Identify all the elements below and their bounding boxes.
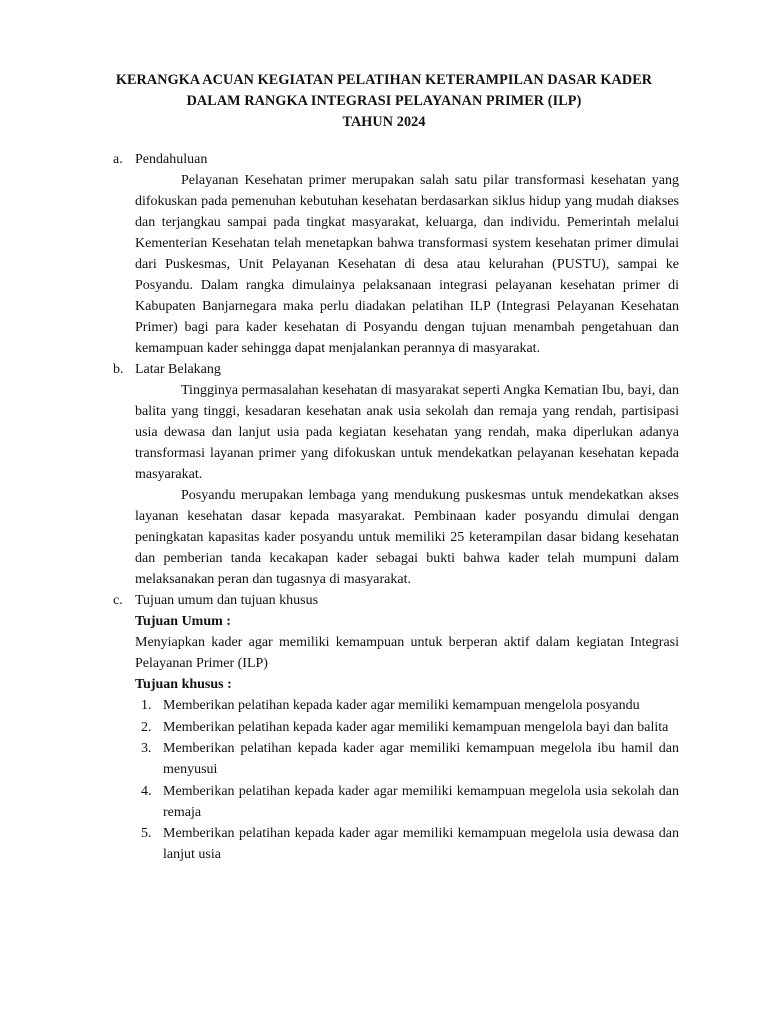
section-latar-belakang: [113, 359, 679, 590]
paragraph: Tingginya permasalahan kesehatan di masyarakat seperti Angka Kematian Ibu, bayi, dan balita yang tinggi, kesadaran kesehatan anak usia sekolah dan remaja yang rendah, partisipasi usia dewasa dan lanjut usia pada kegiatan kesehatan yang rendah, maka diperlukan adanya transformasi layanan primer yang difokuskan untuk mendekatkan pelayanan kesehatan kepada masyarakat.: [135, 383, 679, 482]
specific-goal-list: [135, 695, 679, 865]
title-line-2: DALAM RANGKA INTEGRASI PELAYANAN PRIMER (ILP): [186, 93, 582, 109]
list-text: Memberikan pelatihan kepada kader agar memiliki kemampuan megelola usia dewasa dan lanjut usia: [163, 826, 679, 862]
general-goal-label: Tujuan Umum :: [135, 614, 231, 629]
list-number: 2.: [141, 719, 152, 735]
general-goal-text: Menyiapkan kader agar memiliki kemampuan untuk berperan aktif dalam kegiatan Integrasi Pelayanan Primer (ILP): [135, 635, 679, 671]
section-heading: Pendahuluan: [135, 152, 208, 167]
section-pendahuluan: [113, 149, 679, 359]
section-letter: a.: [113, 152, 123, 167]
list-text: Memberikan pelatihan kepada kader agar memiliki kemampuan mengelola posyandu: [163, 698, 640, 713]
list-number: 5.: [141, 826, 152, 841]
section-letter: c.: [113, 593, 123, 608]
list-number: 4.: [141, 783, 152, 799]
list-text: Memberikan pelatihan kepada kader agar memiliki kemampuan megelola usia sekolah dan remaja: [163, 783, 679, 820]
list-text: Memberikan pelatihan kepada kader agar memiliki kemampuan megelola ibu hamil dan menyusui: [163, 741, 679, 777]
list-item: [135, 695, 679, 716]
list-item: [135, 823, 679, 865]
list-number: 3.: [141, 741, 152, 756]
section-heading: Latar Belakang: [135, 362, 221, 377]
list-item: [135, 738, 679, 780]
paragraph: Posyandu merupakan lembaga yang mendukung puskesmas untuk mendekatkan akses layanan kesehatan dasar kepada masyarakat. Pembinaan kader posyandu dimulai dengan peningkatan kapasitas kader posyandu untuk memiliki 25 keterampilan dasar bidang kesehatan dan pemberian tanda kecakapan kader sebagai bukti bahwa kader telah mumpuni dalam melaksanakan peran dan tugasnya di masyarakat.: [135, 488, 679, 587]
paragraph: Pelayanan Kesehatan primer merupakan salah satu pilar transformasi kesehatan yang difokuskan pada pemenuhan kebutuhan kesehatan berdasarkan siklus hidup yang mudah diakses dan terjangkau sampai pada tingkat masyarakat, keluarga, dan individu. Pemerintah melalui Kementerian Kesehatan telah menetapkan bahwa transformasi system kesehatan primer dimulai dari Puskesmas, Unit Pelayanan Kesehatan di desa atau kelurahan (PUSTU), sampai ke Posyandu. Dalam rangka dimulainya pelaksanaan integrasi pelayanan kesehatan primer di Kabupaten Banjarnegara maka perlu diadakan pelatihan ILP (Integrasi Pelayanan Kesehatan Primer) bagi para kader kesehatan di Posyandu dengan tujuan menambah pengetahuan dan kemampuan kader sehingga dapat menjalankan perannya di masyarakat.: [135, 173, 679, 356]
section-tujuan: [113, 590, 679, 865]
list-text: Memberikan pelatihan kepada kader agar memiliki kemampuan mengelola bayi dan balita: [163, 719, 669, 735]
title-line-3: TAHUN 2024: [342, 114, 426, 130]
section-heading: Tujuan umum dan tujuan khusus: [135, 593, 319, 608]
section-letter: b.: [113, 362, 124, 377]
list-item: [135, 717, 679, 738]
document-title: [0, 70, 768, 133]
list-number: 1.: [141, 698, 152, 713]
specific-goal-label: Tujuan khusus :: [135, 677, 232, 692]
title-line-1: KERANGKA ACUAN KEGIATAN PELATIHAN KETERAMPILAN DASAR KADER: [115, 72, 653, 88]
document-body: [113, 149, 679, 866]
list-item: [135, 781, 679, 823]
